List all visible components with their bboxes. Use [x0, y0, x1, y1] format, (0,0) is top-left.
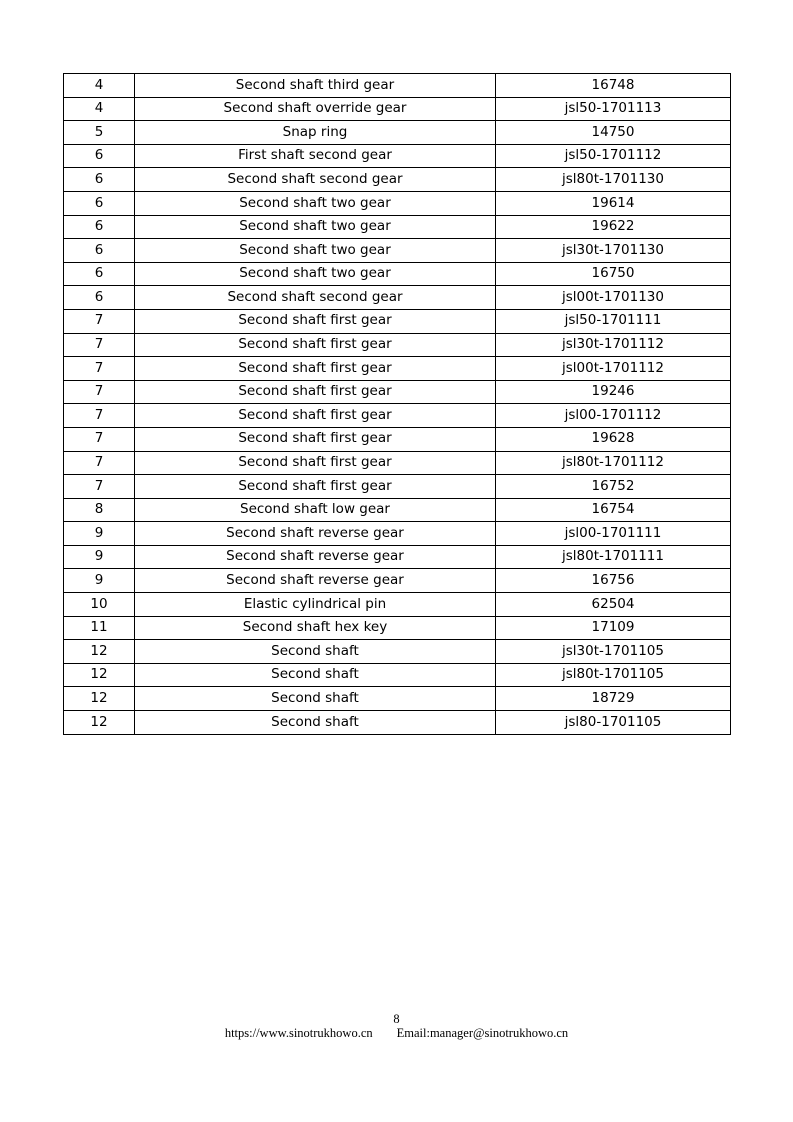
table-row — [64, 191, 731, 215]
part-number-cell: 7 — [64, 309, 135, 333]
part-name-cell: Second shaft second gear — [135, 286, 496, 310]
part-name-cell: Second shaft reverse gear — [135, 569, 496, 593]
part-number-cell: 6 — [64, 191, 135, 215]
part-name-cell: Second shaft first gear — [135, 357, 496, 381]
part-number-cell: 10 — [64, 593, 135, 617]
table-row — [64, 451, 731, 475]
table-row — [64, 663, 731, 687]
part-number-cell: 7 — [64, 451, 135, 475]
part-number-cell: 12 — [64, 663, 135, 687]
part-code-cell: 14750 — [496, 121, 731, 145]
part-name-cell: Second shaft first gear — [135, 427, 496, 451]
part-code-cell: jsl80t-1701111 — [496, 545, 731, 569]
part-number-cell: 11 — [64, 616, 135, 640]
part-number-cell: 9 — [64, 522, 135, 546]
part-name-cell: Second shaft two gear — [135, 191, 496, 215]
part-number-cell: 4 — [64, 74, 135, 98]
table-row — [64, 616, 731, 640]
part-name-cell: Snap ring — [135, 121, 496, 145]
part-code-cell: 16754 — [496, 498, 731, 522]
part-code-cell: 18729 — [496, 687, 731, 711]
part-code-cell: 16748 — [496, 74, 731, 98]
website-link[interactable]: https://www.sinotrukhowo.cn — [224, 1026, 373, 1040]
part-name-cell: Second shaft — [135, 640, 496, 664]
part-name-cell: Second shaft — [135, 711, 496, 735]
part-number-cell: 12 — [64, 711, 135, 735]
part-code-cell: 19628 — [496, 427, 731, 451]
part-code-cell: jsl50-1701111 — [496, 309, 731, 333]
part-code-cell: jsl00t-1701112 — [496, 357, 731, 381]
part-code-cell: jsl50-1701112 — [496, 144, 731, 168]
part-name-cell: Second shaft first gear — [135, 404, 496, 428]
part-number-cell: 12 — [64, 640, 135, 664]
part-name-cell: Second shaft first gear — [135, 475, 496, 499]
table-row — [64, 309, 731, 333]
part-number-cell: 7 — [64, 404, 135, 428]
table-row — [64, 239, 731, 263]
part-name-cell: Second shaft first gear — [135, 333, 496, 357]
table-row — [64, 427, 731, 451]
part-name-cell: Second shaft two gear — [135, 262, 496, 286]
part-code-cell: jsl30t-1701130 — [496, 239, 731, 263]
part-number-cell: 9 — [64, 545, 135, 569]
email-text[interactable]: Email:manager@sinotrukhowo.cn — [396, 1026, 569, 1040]
table-row — [64, 286, 731, 310]
table-row — [64, 711, 731, 735]
part-code-cell: 19246 — [496, 380, 731, 404]
part-name-cell: Second shaft two gear — [135, 215, 496, 239]
table-row — [64, 640, 731, 664]
part-name-cell: Elastic cylindrical pin — [135, 593, 496, 617]
footer-contact — [0, 1026, 793, 1041]
part-number-cell: 5 — [64, 121, 135, 145]
part-code-cell: jsl00-1701112 — [496, 404, 731, 428]
table-row — [64, 545, 731, 569]
table-row — [64, 569, 731, 593]
page-number: 8 — [393, 1012, 400, 1026]
part-name-cell: Second shaft — [135, 687, 496, 711]
table-row — [64, 262, 731, 286]
part-code-cell: jsl80t-1701105 — [496, 663, 731, 687]
part-code-cell: 62504 — [496, 593, 731, 617]
parts-table — [63, 73, 731, 735]
table-row — [64, 144, 731, 168]
table-row — [64, 475, 731, 499]
part-number-cell: 6 — [64, 215, 135, 239]
part-code-cell: jsl30t-1701112 — [496, 333, 731, 357]
part-number-cell: 7 — [64, 357, 135, 381]
table-row — [64, 97, 731, 121]
part-code-cell: jsl00-1701111 — [496, 522, 731, 546]
part-number-cell: 7 — [64, 427, 135, 451]
part-name-cell: Second shaft third gear — [135, 74, 496, 98]
part-number-cell: 9 — [64, 569, 135, 593]
part-name-cell: Second shaft first gear — [135, 380, 496, 404]
part-code-cell: jsl30t-1701105 — [496, 640, 731, 664]
part-number-cell: 7 — [64, 380, 135, 404]
part-code-cell: 19622 — [496, 215, 731, 239]
part-number-cell: 8 — [64, 498, 135, 522]
part-name-cell: Second shaft reverse gear — [135, 545, 496, 569]
part-code-cell: 17109 — [496, 616, 731, 640]
table-row — [64, 380, 731, 404]
part-code-cell: 19614 — [496, 191, 731, 215]
part-number-cell: 6 — [64, 262, 135, 286]
table-row — [64, 215, 731, 239]
part-number-cell: 6 — [64, 239, 135, 263]
part-name-cell: Second shaft first gear — [135, 309, 496, 333]
part-number-cell: 6 — [64, 286, 135, 310]
part-code-cell: jsl00t-1701130 — [496, 286, 731, 310]
part-code-cell: 16750 — [496, 262, 731, 286]
part-name-cell: First shaft second gear — [135, 144, 496, 168]
part-number-cell: 4 — [64, 97, 135, 121]
part-name-cell: Second shaft override gear — [135, 97, 496, 121]
table-row — [64, 357, 731, 381]
part-code-cell: 16756 — [496, 569, 731, 593]
part-name-cell: Second shaft first gear — [135, 451, 496, 475]
part-number-cell: 7 — [64, 475, 135, 499]
table-row — [64, 687, 731, 711]
part-number-cell: 6 — [64, 144, 135, 168]
table-row — [64, 498, 731, 522]
part-number-cell: 6 — [64, 168, 135, 192]
part-name-cell: Second shaft — [135, 663, 496, 687]
part-code-cell: jsl80t-1701130 — [496, 168, 731, 192]
part-name-cell: Second shaft second gear — [135, 168, 496, 192]
part-name-cell: Second shaft low gear — [135, 498, 496, 522]
part-name-cell: Second shaft hex key — [135, 616, 496, 640]
table-row — [64, 168, 731, 192]
table-row — [64, 121, 731, 145]
table-row — [64, 522, 731, 546]
part-code-cell: jsl80t-1701112 — [496, 451, 731, 475]
part-code-cell: jsl50-1701113 — [496, 97, 731, 121]
part-code-cell: jsl80-1701105 — [496, 711, 731, 735]
part-name-cell: Second shaft two gear — [135, 239, 496, 263]
table-row — [64, 333, 731, 357]
table-row — [64, 404, 731, 428]
part-name-cell: Second shaft reverse gear — [135, 522, 496, 546]
table-row — [64, 74, 731, 98]
table-row — [64, 593, 731, 617]
part-code-cell: 16752 — [496, 475, 731, 499]
part-number-cell: 7 — [64, 333, 135, 357]
part-number-cell: 12 — [64, 687, 135, 711]
parts-table-body — [64, 74, 731, 735]
